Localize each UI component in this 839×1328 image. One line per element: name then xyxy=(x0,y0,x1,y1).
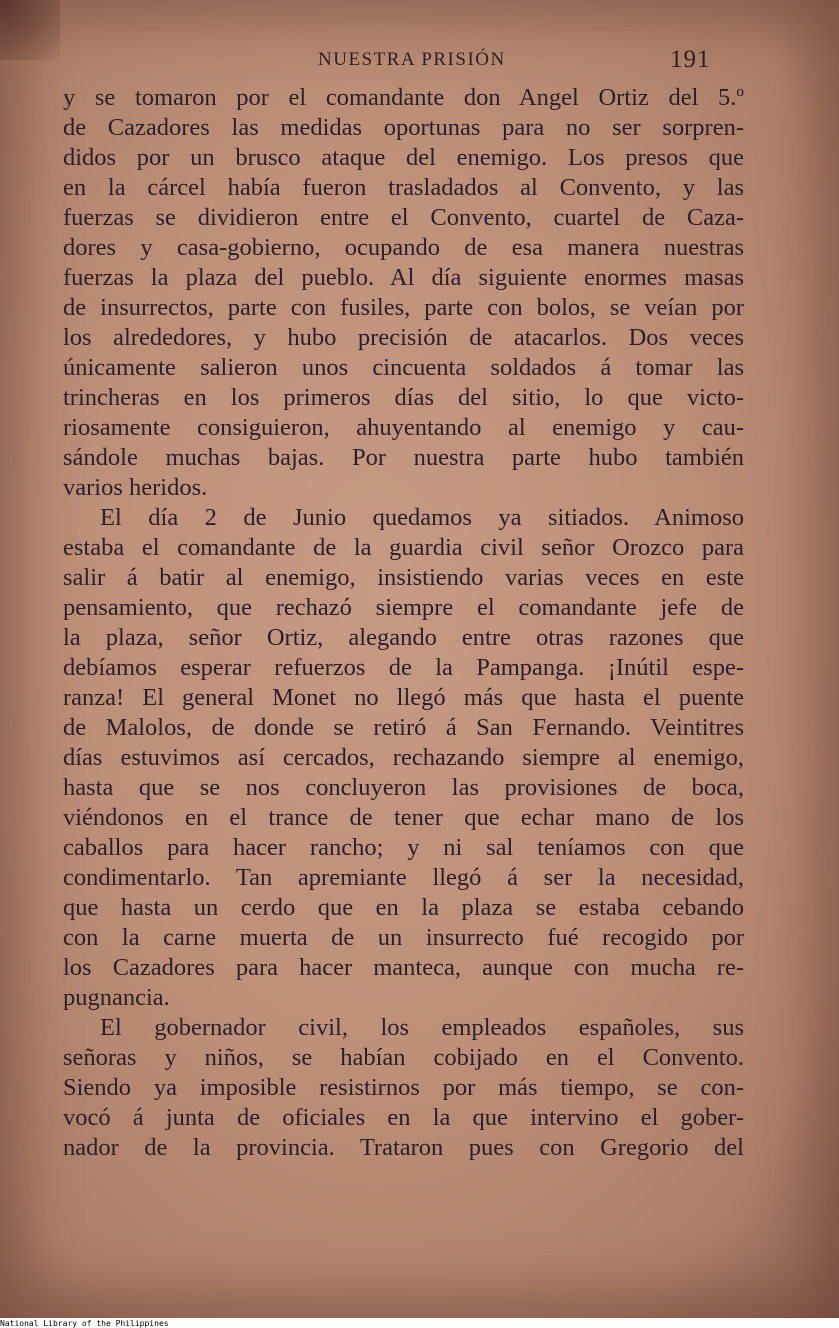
text-line: salir á batir al enemigo, insistiendo varias veces en este xyxy=(63,564,744,591)
text-line: de Cazadores las medidas oportunas para no ser sorpren- xyxy=(63,114,744,141)
running-head: NUESTRA PRISIÓN xyxy=(318,49,506,70)
text-line: El día 2 de Junio quedamos ya sitiados. Animoso xyxy=(100,504,744,531)
text-line: y se tomaron por el comandante don Angel Ortiz del 5.º xyxy=(63,84,744,111)
text-line: con la carne muerta de un insurrecto fué recogido por xyxy=(63,924,744,951)
text-line: únicamente salieron unos cincuenta soldados á tomar las xyxy=(63,354,744,381)
text-line: vocó á junta de oficiales en la que intervino el gober- xyxy=(63,1104,744,1131)
text-line: pugnancia. xyxy=(63,984,170,1011)
text-line: pensamiento, que rechazó siempre el comandante jefe de xyxy=(63,594,744,621)
text-line: didos por un brusco ataque del enemigo. Los presos que xyxy=(63,144,744,171)
page-stain xyxy=(0,0,60,60)
text-line: sándole muchas bajas. Por nuestra parte hubo también xyxy=(63,444,744,471)
text-line: condimentarlo. Tan apremiante llegó á ser la necesidad, xyxy=(63,864,744,891)
library-attribution: National Library of the Philippines xyxy=(0,1319,169,1328)
text-line: de Malolos, de donde se retiró á San Fernando. Veintitres xyxy=(63,714,744,741)
text-line: que hasta un cerdo que en la plaza se estaba cebando xyxy=(63,894,744,921)
text-line: debíamos esperar refuerzos de la Pampanga. ¡Inútil espe- xyxy=(63,654,744,681)
text-line: trincheras en los primeros días del sitio, lo que victo- xyxy=(63,384,744,411)
page-number: 191 xyxy=(670,46,711,73)
text-line: la plaza, señor Ortiz, alegando entre otras razones que xyxy=(63,624,744,651)
text-line: caballos para hacer rancho; y ni sal teníamos con que xyxy=(63,834,744,861)
text-line: señoras y niños, se habían cobijado en el Convento. xyxy=(63,1044,744,1071)
text-line: Siendo ya imposible resistirnos por más tiempo, se con- xyxy=(63,1074,744,1101)
text-line: El gobernador civil, los empleados españoles, sus xyxy=(100,1014,744,1041)
text-line: ranza! El general Monet no llegó más que hasta el puente xyxy=(63,684,744,711)
text-line: viéndonos en el trance de tener que echar mano de los xyxy=(63,804,744,831)
text-line: en la cárcel había fueron trasladados al Convento, y las xyxy=(63,174,744,201)
text-line: días estuvimos así cercados, rechazando siempre al enemigo, xyxy=(63,744,744,771)
text-line: varios heridos. xyxy=(63,474,208,501)
text-line: fuerzas se dividieron entre el Convento, cuartel de Caza- xyxy=(63,204,744,231)
text-line: hasta que se nos concluyeron las provisiones de boca, xyxy=(63,774,744,801)
text-line: dores y casa-gobierno, ocupando de esa manera nuestras xyxy=(63,234,744,261)
text-line: nador de la provincia. Trataron pues con Gregorio del xyxy=(63,1134,744,1161)
text-line: de insurrectos, parte con fusiles, parte con bolos, se veían por xyxy=(63,294,744,321)
text-line: los Cazadores para hacer manteca, aunque con mucha re- xyxy=(63,954,744,981)
text-line: estaba el comandante de la guardia civil señor Orozco para xyxy=(63,534,744,561)
text-line: riosamente consiguieron, ahuyentando al enemigo y cau- xyxy=(63,414,744,441)
text-line: los alrededores, y hubo precisión de atacarlos. Dos veces xyxy=(63,324,744,351)
text-line: fuerzas la plaza del pueblo. Al día siguiente enormes masas xyxy=(63,264,744,291)
